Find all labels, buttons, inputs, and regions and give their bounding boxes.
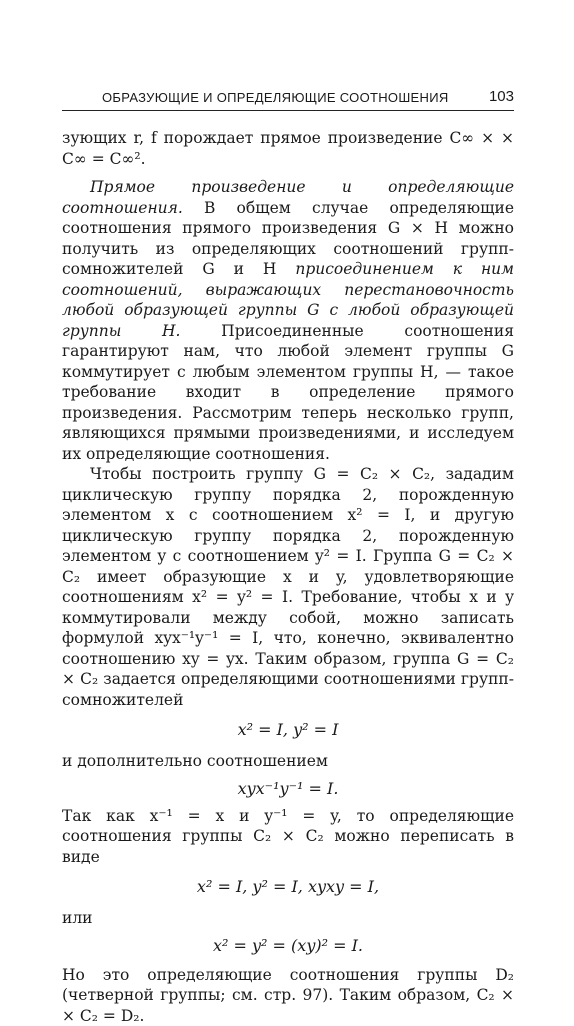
formula-relations: x² = I, y² = I, xyxy = I, — [62, 877, 514, 898]
or-word: или — [62, 908, 514, 929]
paragraph-additional: и дополнительно соотношением — [62, 751, 514, 772]
section-heading-italic: Прямое произведение и определяющие соотношения. — [62, 178, 514, 217]
page-number: 103 — [489, 88, 514, 105]
paragraph-text-b: Присоединенные соотношения гарантируют нам, что любой элемент группы G коммутирует с любым элементом группы H, — такое требование входит в определение прямого произведения. Рассмотрим теперь несколько групп, являющихся прямыми произведениями, и исследуем их определяющие соотношения. — [62, 322, 514, 463]
formula-generators: x² = I, y² = I — [62, 720, 514, 741]
italic-emphasis: присоединением к ним соотношений, выражающих перестановочность любой образующей группы G с любой образующей группы H. — [62, 260, 514, 340]
paragraph-direct-product — [62, 177, 514, 464]
paragraph-rewrite: Так как x⁻¹ = x и y⁻¹ = y, то определяющие соотношения группы C₂ × C₂ можно переписать в виде — [62, 806, 514, 868]
formula-combined: x² = y² = (xy)² = I. — [62, 936, 514, 957]
paragraph-continuation: зующих r, f порождает прямое произведение C∞ × × C∞ = C∞². — [62, 128, 514, 169]
paragraph-construction: Чтобы построить группу G = C₂ × C₂, зададим циклическую группу порядка 2, порожденную элементом x с соотношением x² = I, и другую циклическую группу порядка 2, порожденную элементом y с соотношением y² = I. Группа G = C₂ × C₂ имеет образующие x и y, удовлетворяющие соотношениям x² = y² = I. Требование, чтобы x и y коммутировали между собой, можно записать формулой xyx⁻¹y⁻¹ = I, что, конечно, эквивалентно соотношению xy = yx. Таким образом, группа G = C₂ × C₂ задается определяющими соотношениями групп-сомножителей — [62, 464, 514, 710]
formula-commutator: xyx⁻¹y⁻¹ = I. — [62, 779, 514, 800]
paragraph-text-a: В общем случае определяющие соотношения прямого произведения G × H можно получить из определяющих соотношений групп-сомножителей G и H — [62, 199, 514, 279]
running-title: ОБРАЗУЮЩИЕ И ОПРЕДЕЛЯЮЩИЕ СООТНОШЕНИЯ — [102, 90, 449, 105]
paragraph-conclusion: Но это определяющие соотношения группы D₂ (четверной группы; см. стр. 97). Таким образом, C₂ × × C₂ = D₂. — [62, 965, 514, 1026]
page-header — [62, 82, 514, 111]
body-text — [62, 128, 514, 1026]
